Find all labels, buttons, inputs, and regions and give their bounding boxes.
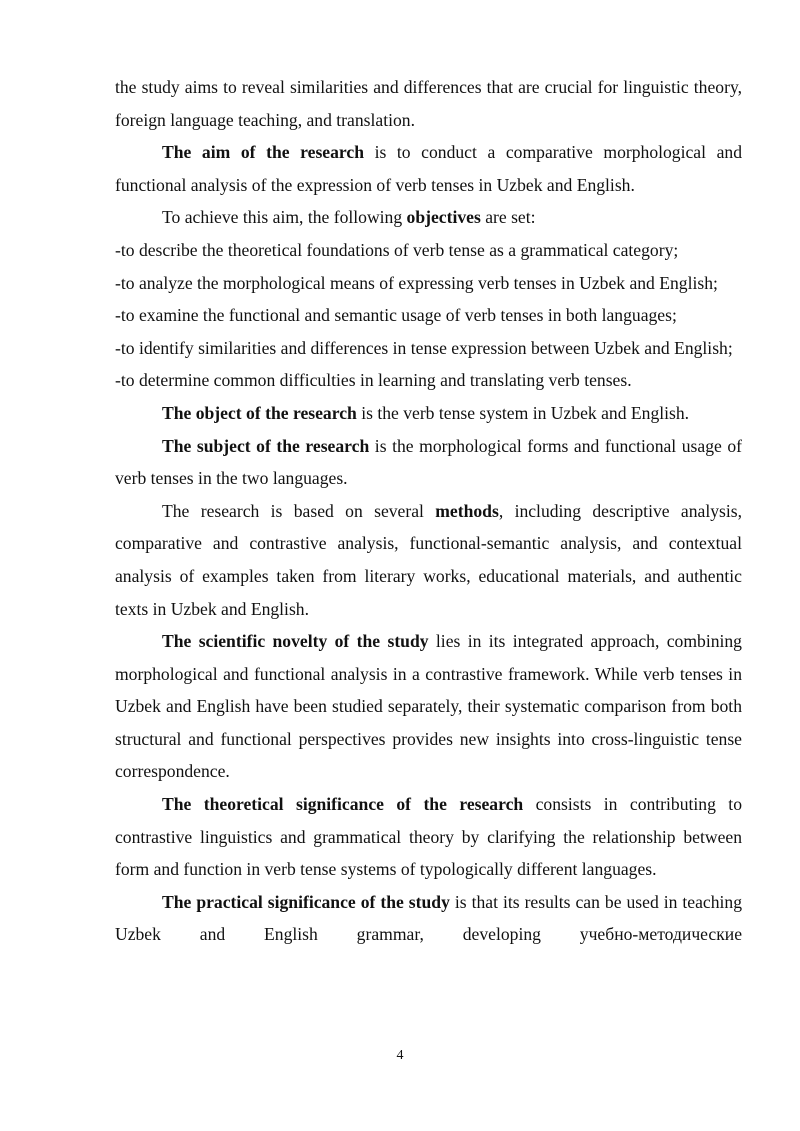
text-run: consists in contributing to contrastive linguistics and grammatical theory by clarifying the relationship between form and function in verb tense systems of typologically different languages. — [115, 794, 742, 880]
bold-run: The aim of the research — [162, 142, 364, 163]
text-run: is the verb tense system in Uzbek and English. — [356, 402, 690, 423]
body-text — [115, 71, 742, 951]
paragraph — [115, 788, 742, 886]
text-run: the study aims to reveal similarities and differences that are crucial for linguistic theory, foreign language teaching, and translation. — [115, 77, 742, 130]
bold-run: The object of the research — [162, 402, 357, 423]
text-run: lies in its integrated approach, combining morphological and functional analysis in a contrastive framework. While verb tenses in Uzbek and English have been studied separately, their systematic comparison from both structural and functional perspectives provides new insights into cross-linguistic tense correspondence. — [115, 631, 742, 782]
paragraph — [115, 397, 742, 430]
paragraph — [115, 136, 742, 201]
bold-run: The practical significance of the study — [162, 891, 450, 912]
text-run: is to conduct a comparative morphological and functional analysis of the expression of verb tenses in Uzbek and English. — [115, 142, 742, 195]
paragraph — [115, 495, 742, 625]
text-run: The research is based on several — [162, 500, 436, 521]
paragraph — [115, 886, 742, 951]
text-run: -to describe the theoretical foundations of verb tense as a grammatical category; — [115, 239, 679, 260]
paragraph — [115, 299, 742, 332]
paragraph — [115, 201, 742, 234]
text-run: -to determine common difficulties in learning and translating verb tenses. — [115, 370, 632, 391]
text-run: , including descriptive analysis, comparative and contrastive analysis, functional-semantic analysis, and contextual analysis of examples taken from literary works, educational materials, and authentic texts in Uzbek and English. — [115, 500, 742, 619]
paragraph — [115, 234, 742, 267]
paragraph — [115, 430, 742, 495]
bold-run: The theoretical significance of the research — [162, 794, 524, 815]
page-number: 4 — [396, 1048, 404, 1063]
paragraph — [115, 267, 742, 300]
paragraph — [115, 71, 742, 136]
paragraph — [115, 364, 742, 397]
text-run: To achieve this aim, the following — [162, 207, 407, 228]
text-run: -to examine the functional and semantic usage of verb tenses in both languages; — [115, 305, 677, 326]
bold-run: The scientific novelty of the study — [162, 631, 429, 652]
bold-run: objectives — [406, 207, 481, 228]
paragraph — [115, 625, 742, 788]
paragraph — [115, 332, 742, 365]
text-run: are set: — [480, 207, 536, 228]
text-run: is that its results can be used in teaching Uzbek and English grammar, developing учебно-методические — [115, 891, 743, 945]
text-run: -to identify similarities and differences in tense expression between Uzbek and English; — [115, 337, 733, 358]
text-run: is the morphological forms and functional usage of verb tenses in the two languages. — [115, 435, 743, 489]
text-run: -to analyze the morphological means of expressing verb tenses in Uzbek and English; — [115, 272, 718, 293]
bold-run: methods — [435, 500, 499, 521]
bold-run: The subject of the research — [162, 435, 370, 456]
